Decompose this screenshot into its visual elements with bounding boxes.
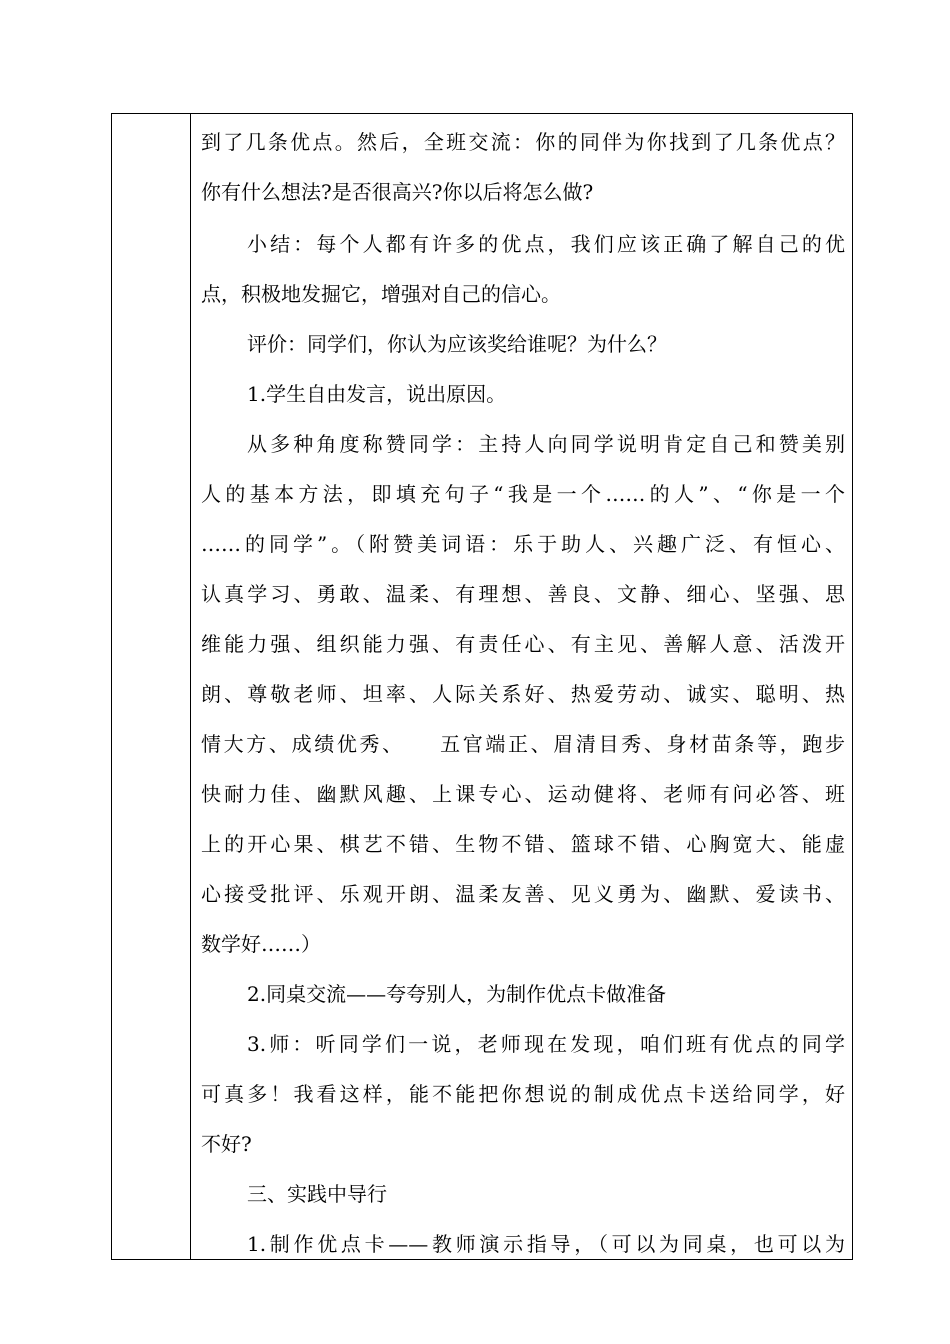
text-line: 上的开心果、棋艺不错、生物不错、篮球不错、心胸宽大、能虚 bbox=[201, 832, 845, 856]
text-line: 2.同桌交流——夸夸别人，为制作优点卡做准备 bbox=[247, 982, 667, 1006]
text-line: 数学好……） bbox=[201, 932, 321, 956]
text-line: 3.师：听同学们一说，老师现在发现，咱们班有优点的同学 bbox=[247, 1032, 845, 1056]
text-line: 不好? bbox=[201, 1132, 252, 1156]
text-line: 人的基本方法，即填充句子“我是一个……的人”、“你是一个 bbox=[201, 482, 845, 506]
text-line: 你有什么想法?是否很高兴?你以后将怎么做? bbox=[201, 180, 594, 204]
text-line: 维能力强、组织能力强、有责任心、有主见、善解人意、活泼开 bbox=[201, 632, 845, 656]
column-divider bbox=[190, 114, 191, 1259]
text-line: 可真多！我看这样，能不能把你想说的制成优点卡送给同学，好 bbox=[201, 1082, 845, 1106]
lesson-table bbox=[111, 113, 853, 1260]
text-line: ……的同学”。（附赞美词语：乐于助人、兴趣广泛、有恒心、 bbox=[201, 532, 845, 556]
text-line: 1.制作优点卡——教师演示指导，（可以为同桌，也可以为 bbox=[247, 1232, 845, 1256]
text-line: 三、实践中导行 bbox=[247, 1182, 387, 1206]
text-line: 情大方、成绩优秀、 五官端正、眉清目秀、身材苗条等，跑步 bbox=[201, 732, 845, 756]
text-line: 到了几条优点。然后，全班交流：你的同伴为你找到了几条优点？ bbox=[201, 130, 845, 154]
text-line: 点，积极地发掘它，增强对自己的信心。 bbox=[201, 282, 561, 306]
text-line: 朗、尊敬老师、坦率、人际关系好、热爱劳动、诚实、聪明、热 bbox=[201, 682, 845, 706]
text-line: 1.学生自由发言，说出原因。 bbox=[247, 382, 507, 406]
text-line: 快耐力佳、幽默风趣、上课专心、运动健将、老师有问必答、班 bbox=[201, 782, 845, 806]
text-line: 认真学习、勇敢、温柔、有理想、善良、文静、细心、坚强、思 bbox=[201, 582, 845, 606]
text-line: 小结：每个人都有许多的优点，我们应该正确了解自己的优 bbox=[247, 232, 845, 256]
text-line: 评价：同学们，你认为应该奖给谁呢？为什么？ bbox=[247, 332, 667, 356]
text-line: 从多种角度称赞同学：主持人向同学说明肯定自己和赞美别 bbox=[247, 432, 845, 456]
text-line: 心接受批评、乐观开朗、温柔友善、见义勇为、幽默、爱读书、 bbox=[201, 882, 845, 906]
